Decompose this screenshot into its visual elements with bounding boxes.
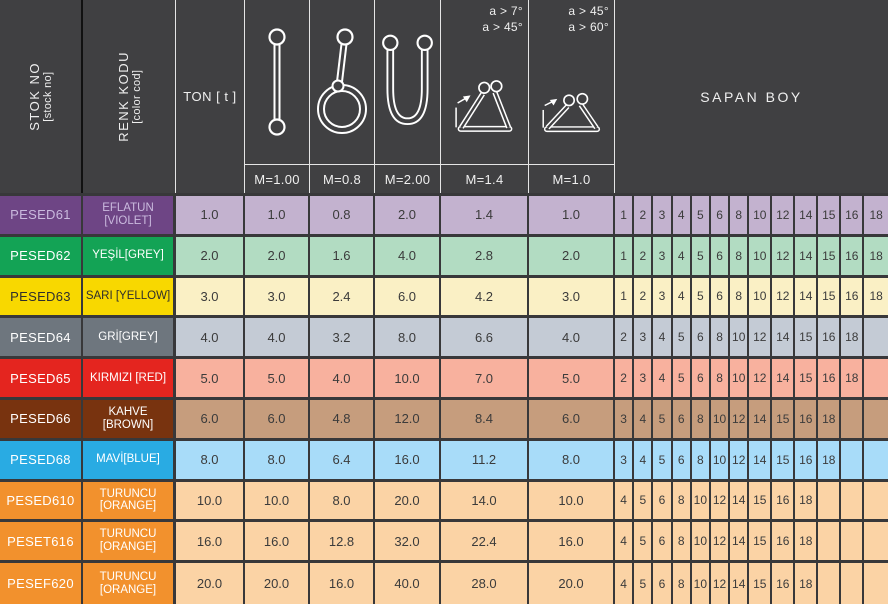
stok-no-sublabel: [stock no] (42, 71, 54, 122)
sapan-boy-cell: 12 (711, 482, 730, 520)
sapan-boy-cell: 18 (841, 359, 864, 397)
sapan-boy-cell: 15 (795, 359, 818, 397)
table-row (0, 278, 888, 319)
color-name-cell: MAVİ[BLUE] (83, 441, 176, 479)
sapan-boy-cell: 3 (615, 441, 634, 479)
sapan-boy-cell (818, 522, 841, 560)
sapan-boy-cell: 16 (772, 563, 795, 604)
sapan-boy-cell: 5 (634, 522, 653, 560)
color-name-cell: YEŞİL[GREY] (83, 237, 176, 275)
sapan-boy-cell (864, 563, 888, 604)
sapan-boy-cell: 10 (692, 563, 711, 604)
header-mode-two-leg-wide (529, 0, 615, 193)
m-value-cell: 14.0 (441, 482, 529, 520)
sapan-boy-cell: 16 (818, 318, 841, 356)
m-value-cell: 3.2 (310, 318, 375, 356)
angle-labels (568, 4, 609, 35)
m-value-cell: 6.0 (529, 400, 615, 438)
sapan-boy-cell (864, 359, 888, 397)
sapan-boy-cell: 12 (730, 400, 749, 438)
stok-no-label: STOK NO (27, 62, 42, 131)
sapan-boy-cell: 15 (772, 400, 795, 438)
sapan-boy-cell: 4 (634, 400, 653, 438)
sapan-boy-cell: 3 (653, 237, 672, 275)
m-value-cell: 40.0 (375, 563, 441, 604)
sapan-boy-cell: 18 (818, 400, 841, 438)
sapan-boy-cell: 16 (795, 441, 818, 479)
sapan-boy-cell: 5 (673, 359, 692, 397)
sapan-boy-cell: 14 (730, 522, 749, 560)
sapan-boy-cell: 14 (772, 318, 795, 356)
straight-single-leg-sling-icon (262, 25, 292, 139)
m-value-cell: 2.0 (245, 237, 310, 275)
table-row (0, 522, 888, 563)
sapan-boy-cell (864, 522, 888, 560)
sapan-boy-cell: 5 (653, 441, 672, 479)
header-mode-choke (310, 0, 375, 193)
m-value-cell: 8.0 (529, 441, 615, 479)
color-name-cell: TURUNCU [ORANGE] (83, 563, 176, 604)
sapan-boy-cell: 3 (615, 400, 634, 438)
color-name-cell: SARI [YELLOW] (83, 278, 176, 316)
two-leg-wide-angle-sling-icon (530, 76, 614, 138)
sapan-boy-cell: 18 (864, 237, 888, 275)
m-value-cell: 1.6 (310, 237, 375, 275)
sapan-boy-cell: 16 (841, 196, 864, 234)
stock-no-cell: PESED65 (0, 359, 83, 397)
stock-no-cell: PESET616 (0, 522, 83, 560)
sapan-boy-cell: 10 (711, 441, 730, 479)
m-value-cell: 1.0 (529, 196, 615, 234)
m-value-cell: 12.8 (310, 522, 375, 560)
m-value-cell: 2.4 (310, 278, 375, 316)
sapan-boy-cell: 8 (673, 482, 692, 520)
sapan-boy-cell: 10 (692, 522, 711, 560)
header-mode-basket (375, 0, 441, 193)
sapan-boy-cell (864, 318, 888, 356)
sapan-boy-cell: 2 (634, 237, 653, 275)
ton-cell: 1.0 (176, 196, 245, 234)
sapan-boy-cell (864, 441, 888, 479)
sapan-boy-cell: 5 (692, 196, 711, 234)
sapan-boy-label: SAPAN BOY (700, 88, 803, 105)
sapan-boy-cell: 6 (711, 237, 730, 275)
sapan-boy-cell: 15 (818, 237, 841, 275)
sapan-boy-cell: 8 (711, 318, 730, 356)
m-value-cell: 16.0 (375, 441, 441, 479)
sapan-boy-cell: 14 (772, 359, 795, 397)
sapan-boy-cell: 10 (711, 400, 730, 438)
sapan-boy-cell: 6 (673, 400, 692, 438)
sapan-boy-cell: 2 (615, 359, 634, 397)
sapan-boy-cell: 6 (653, 482, 672, 520)
mode-factor: M=0.8 (323, 171, 361, 187)
sapan-boy-cell: 6 (692, 318, 711, 356)
sapan-boy-group (615, 237, 888, 275)
m-value-cell: 1.0 (245, 196, 310, 234)
m-value-cell: 11.2 (441, 441, 529, 479)
m-value-cell: 8.0 (375, 318, 441, 356)
m-value-cell: 10.0 (375, 359, 441, 397)
sapan-boy-cell: 4 (615, 563, 634, 604)
m-value-cell: 4.0 (245, 318, 310, 356)
ton-cell: 6.0 (176, 400, 245, 438)
header-sapan-boy (615, 0, 888, 193)
renk-kodu-label: RENK KODU (115, 51, 131, 142)
sapan-boy-cell: 6 (673, 441, 692, 479)
sapan-boy-cell: 14 (749, 400, 772, 438)
angle-label: a > 60° (568, 19, 609, 34)
sapan-boy-cell: 4 (615, 522, 634, 560)
sapan-boy-cell: 10 (730, 359, 749, 397)
sapan-boy-cell: 12 (749, 318, 772, 356)
table-row (0, 318, 888, 359)
m-value-cell: 3.0 (245, 278, 310, 316)
sapan-boy-cell: 5 (634, 482, 653, 520)
m-value-cell: 28.0 (441, 563, 529, 604)
m-value-cell: 6.0 (245, 400, 310, 438)
sapan-boy-cell: 16 (772, 482, 795, 520)
sapan-boy-cell: 5 (653, 400, 672, 438)
ton-cell: 10.0 (176, 482, 245, 520)
m-value-cell: 7.0 (441, 359, 529, 397)
m-value-cell: 5.0 (529, 359, 615, 397)
sapan-boy-cell: 8 (730, 237, 749, 275)
sapan-boy-cell: 12 (711, 563, 730, 604)
mode-factor: M=1.00 (254, 171, 300, 187)
sapan-boy-cell (864, 400, 888, 438)
sapan-boy-cell: 2 (634, 196, 653, 234)
sapan-boy-cell: 8 (730, 196, 749, 234)
m-value-cell: 22.4 (441, 522, 529, 560)
table-row (0, 359, 888, 400)
sapan-boy-cell: 15 (772, 441, 795, 479)
stock-no-cell: PESED66 (0, 400, 83, 438)
table-row (0, 441, 888, 482)
ton-cell: 3.0 (176, 278, 245, 316)
sapan-boy-cell: 15 (795, 318, 818, 356)
sapan-boy-cell (818, 482, 841, 520)
ton-cell: 8.0 (176, 441, 245, 479)
sapan-boy-cell: 10 (749, 237, 772, 275)
table-body (0, 196, 888, 604)
sapan-boy-cell: 1 (615, 237, 634, 275)
m-value-cell: 5.0 (245, 359, 310, 397)
stock-no-cell: PESED68 (0, 441, 83, 479)
sapan-boy-cell: 4 (673, 237, 692, 275)
sapan-boy-cell: 12 (772, 278, 795, 316)
sapan-boy-cell: 14 (749, 441, 772, 479)
m-value-cell: 16.0 (310, 563, 375, 604)
sapan-boy-cell: 12 (749, 359, 772, 397)
sapan-boy-cell: 10 (730, 318, 749, 356)
sapan-boy-cell: 10 (749, 278, 772, 316)
m-value-cell: 2.8 (441, 237, 529, 275)
sapan-boy-cell: 18 (841, 318, 864, 356)
sapan-boy-cell: 4 (673, 278, 692, 316)
sapan-boy-group (615, 318, 888, 356)
angle-labels (482, 4, 523, 35)
ton-cell: 20.0 (176, 563, 245, 604)
sapan-boy-group (615, 278, 888, 316)
m-value-cell: 16.0 (245, 522, 310, 560)
sapan-boy-cell: 14 (795, 278, 818, 316)
sapan-boy-cell: 14 (730, 563, 749, 604)
m-value-cell: 4.8 (310, 400, 375, 438)
sapan-boy-group (615, 196, 888, 234)
sapan-boy-cell: 14 (795, 237, 818, 275)
sapan-boy-cell: 3 (634, 359, 653, 397)
sapan-boy-cell: 4 (673, 196, 692, 234)
sapan-boy-cell: 12 (772, 237, 795, 275)
sapan-boy-cell: 5 (634, 563, 653, 604)
ton-label: TON [ t ] (183, 89, 237, 104)
sapan-boy-cell: 15 (749, 522, 772, 560)
sapan-boy-cell: 5 (673, 318, 692, 356)
sapan-boy-cell: 15 (818, 278, 841, 316)
sapan-boy-cell: 16 (841, 278, 864, 316)
m-value-cell: 4.2 (441, 278, 529, 316)
m-value-cell: 4.0 (529, 318, 615, 356)
sapan-boy-cell: 2 (615, 318, 634, 356)
mode-factor: M=2.00 (384, 171, 431, 187)
mode-factor: M=1.0 (552, 171, 591, 187)
sapan-boy-cell: 6 (653, 522, 672, 560)
sapan-boy-cell: 14 (730, 482, 749, 520)
sapan-boy-group (615, 359, 888, 397)
angle-label: a > 7° (489, 4, 523, 18)
sapan-boy-cell: 6 (653, 563, 672, 604)
sapan-boy-group (615, 522, 888, 560)
sapan-boy-cell: 18 (864, 196, 888, 234)
sapan-boy-cell: 15 (749, 563, 772, 604)
m-value-cell: 20.0 (529, 563, 615, 604)
stock-no-cell: PESED63 (0, 278, 83, 316)
m-value-cell: 0.8 (310, 196, 375, 234)
sapan-boy-cell: 8 (730, 278, 749, 316)
table-row (0, 563, 888, 604)
angle-label: a > 45° (482, 19, 523, 34)
header-stok-no (0, 0, 83, 193)
color-name-cell: TURUNCU [ORANGE] (83, 522, 176, 560)
m-value-cell: 4.0 (310, 359, 375, 397)
stock-no-cell: PESED61 (0, 196, 83, 234)
basket-hitch-sling-icon (375, 29, 440, 135)
sapan-boy-cell: 5 (692, 237, 711, 275)
m-value-cell: 6.0 (375, 278, 441, 316)
m-value-cell: 20.0 (245, 563, 310, 604)
table-header (0, 0, 888, 196)
sapan-boy-cell (818, 563, 841, 604)
m-value-cell: 8.4 (441, 400, 529, 438)
ton-cell: 2.0 (176, 237, 245, 275)
renk-kodu-vertical-label (116, 51, 143, 142)
color-name-cell: EFLATUN [VIOLET] (83, 196, 176, 234)
m-value-cell: 6.4 (310, 441, 375, 479)
m-value-cell: 20.0 (375, 482, 441, 520)
sapan-boy-cell: 8 (673, 522, 692, 560)
ton-cell: 4.0 (176, 318, 245, 356)
sapan-boy-group (615, 482, 888, 520)
sapan-boy-cell: 16 (772, 522, 795, 560)
sapan-boy-cell: 16 (818, 359, 841, 397)
sapan-boy-cell: 6 (692, 359, 711, 397)
m-value-cell: 4.0 (375, 237, 441, 275)
table-row (0, 400, 888, 441)
sapan-boy-cell: 5 (692, 278, 711, 316)
header-mode-two-leg (441, 0, 529, 193)
header-ton (176, 0, 245, 193)
sapan-boy-cell: 2 (634, 278, 653, 316)
m-value-cell: 8.0 (245, 441, 310, 479)
two-leg-angle-sling-icon (443, 68, 527, 138)
mode-factor: M=1.4 (465, 171, 504, 187)
m-value-cell: 10.0 (245, 482, 310, 520)
m-value-cell: 16.0 (529, 522, 615, 560)
sapan-boy-cell: 4 (653, 318, 672, 356)
color-name-cell: KIRMIZI [RED] (83, 359, 176, 397)
color-name-cell: KAHVE [BROWN] (83, 400, 176, 438)
color-name-cell: GRİ[GREY] (83, 318, 176, 356)
sapan-boy-group (615, 400, 888, 438)
table-row (0, 196, 888, 237)
sapan-boy-cell: 3 (653, 278, 672, 316)
sapan-boy-cell (841, 522, 864, 560)
sapan-boy-cell: 10 (749, 196, 772, 234)
sapan-boy-cell: 16 (841, 237, 864, 275)
sapan-boy-cell: 4 (634, 441, 653, 479)
sapan-boy-cell: 1 (615, 278, 634, 316)
m-value-cell: 6.6 (441, 318, 529, 356)
m-value-cell: 12.0 (375, 400, 441, 438)
header-mode-straight (245, 0, 310, 193)
sapan-boy-cell: 18 (795, 482, 818, 520)
sapan-boy-cell: 12 (730, 441, 749, 479)
m-value-cell: 1.4 (441, 196, 529, 234)
sapan-boy-group (615, 563, 888, 604)
m-value-cell: 3.0 (529, 278, 615, 316)
sapan-boy-cell (841, 400, 864, 438)
sapan-boy-cell: 10 (692, 482, 711, 520)
sapan-boy-cell (841, 482, 864, 520)
sapan-boy-cell: 18 (818, 441, 841, 479)
sapan-boy-cell: 1 (615, 196, 634, 234)
stok-no-vertical-label (27, 62, 54, 131)
ton-cell: 16.0 (176, 522, 245, 560)
sapan-boy-cell: 18 (795, 563, 818, 604)
sapan-boy-cell: 8 (673, 563, 692, 604)
m-value-cell: 2.0 (375, 196, 441, 234)
sapan-boy-cell: 8 (711, 359, 730, 397)
sapan-boy-cell: 8 (692, 400, 711, 438)
angle-label: a > 45° (568, 4, 609, 18)
sapan-boy-cell: 6 (711, 196, 730, 234)
ton-cell: 5.0 (176, 359, 245, 397)
sapan-boy-cell: 15 (818, 196, 841, 234)
sapan-boy-cell: 12 (772, 196, 795, 234)
stock-no-cell: PESED62 (0, 237, 83, 275)
sapan-boy-cell: 12 (711, 522, 730, 560)
sapan-boy-cell: 14 (795, 196, 818, 234)
sapan-boy-cell (841, 441, 864, 479)
sapan-boy-group (615, 441, 888, 479)
color-name-cell: TURUNCU [ORANGE] (83, 482, 176, 520)
m-value-cell: 32.0 (375, 522, 441, 560)
sapan-boy-cell: 15 (749, 482, 772, 520)
stock-no-cell: PESEF620 (0, 563, 83, 604)
sapan-boy-cell: 18 (795, 522, 818, 560)
sapan-boy-cell (841, 563, 864, 604)
sapan-boy-cell: 3 (634, 318, 653, 356)
sapan-boy-cell: 3 (653, 196, 672, 234)
m-value-cell: 2.0 (529, 237, 615, 275)
stock-no-cell: PESED64 (0, 318, 83, 356)
sapan-boy-cell: 4 (615, 482, 634, 520)
stock-no-cell: PESED610 (0, 482, 83, 520)
sapan-boy-cell: 8 (692, 441, 711, 479)
sapan-boy-cell: 18 (864, 278, 888, 316)
sapan-boy-cell: 16 (795, 400, 818, 438)
m-value-cell: 10.0 (529, 482, 615, 520)
header-renk-kodu (83, 0, 176, 193)
sapan-boy-cell: 4 (653, 359, 672, 397)
sapan-boy-cell (864, 482, 888, 520)
choke-hitch-sling-icon (312, 25, 372, 139)
renk-kodu-sublabel: [color cod] (130, 69, 143, 124)
sapan-boy-cell: 6 (711, 278, 730, 316)
table-row (0, 237, 888, 278)
m-value-cell: 8.0 (310, 482, 375, 520)
table-row (0, 482, 888, 523)
